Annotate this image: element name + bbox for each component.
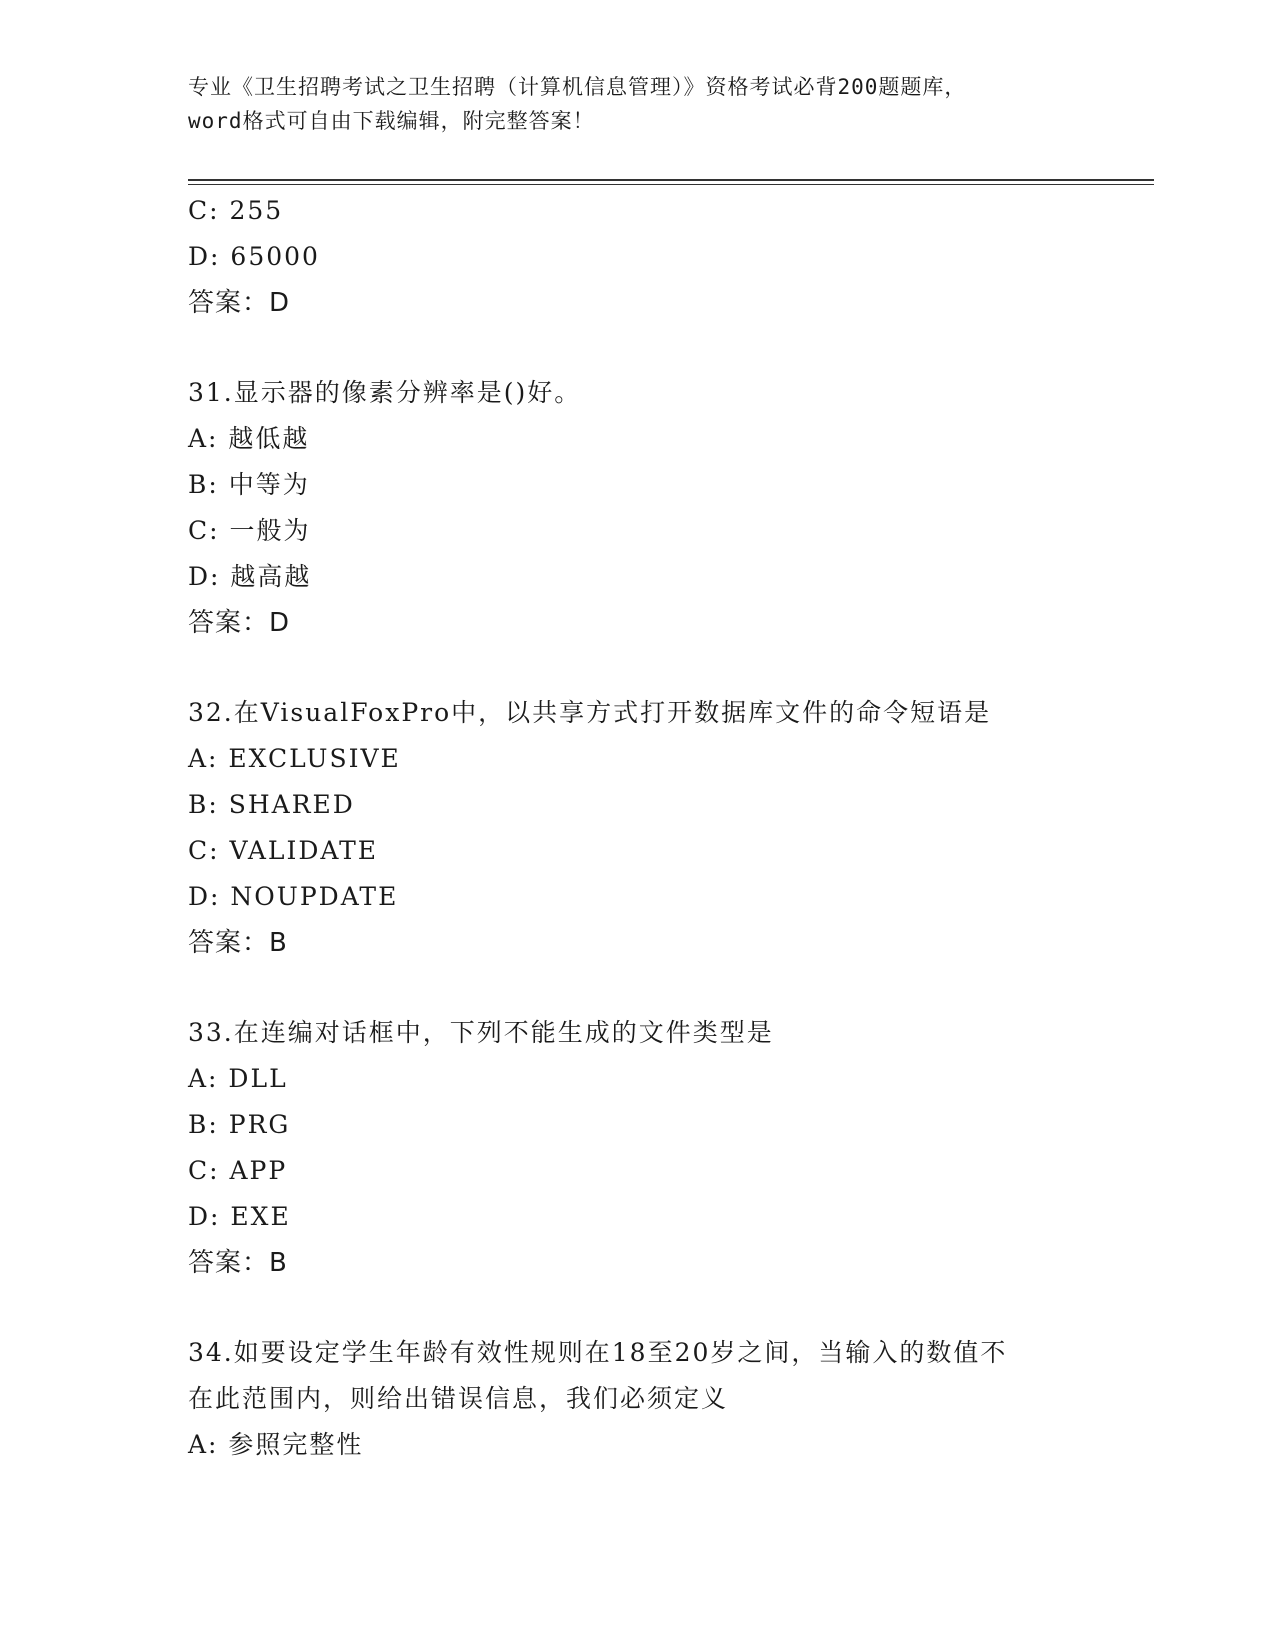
question-32 <box>188 690 1088 966</box>
option-c: C: 255 <box>188 196 284 225</box>
header-title-line-1: 专业《卫生招聘考试之卫生招聘（计算机信息管理）》资格考试必背200题题库， <box>188 75 967 99</box>
option-a: A: EXCLUSIVE <box>188 744 401 773</box>
spacer <box>188 326 1088 370</box>
option-b: B: SHARED <box>188 790 355 819</box>
header-divider-thin <box>188 184 1154 185</box>
answer: 答案：B <box>188 928 288 958</box>
spacer <box>188 966 1088 1010</box>
option-d: D: NOUPDATE <box>188 882 399 911</box>
option-b: B: 中等为 <box>188 470 310 499</box>
option-b: B: PRG <box>188 1110 291 1139</box>
question-stem-line-1: 34.如要设定学生年龄有效性规则在18至20岁之间，当输入的数值不 <box>188 1338 1008 1367</box>
answer: 答案：D <box>188 288 291 318</box>
question-33 <box>188 1010 1088 1286</box>
question-30-tail <box>188 188 1088 326</box>
spacer <box>188 1286 1088 1330</box>
question-list <box>188 188 1088 1468</box>
header-divider-thick <box>188 179 1154 181</box>
answer: 答案：B <box>188 1248 288 1278</box>
question-34 <box>188 1330 1088 1468</box>
question-stem: 32.在VisualFoxPro中，以共享方式打开数据库文件的命令短语是 <box>188 698 992 727</box>
option-d: D: 越高越 <box>188 562 312 591</box>
answer: 答案：D <box>188 608 291 638</box>
question-31 <box>188 370 1088 646</box>
option-d: D: EXE <box>188 1202 291 1231</box>
document-header <box>188 70 1088 138</box>
option-d: D: 65000 <box>188 242 320 271</box>
question-stem: 33.在连编对话框中，下列不能生成的文件类型是 <box>188 1018 774 1047</box>
header-title-line-2: word格式可自由下载编辑，附完整答案！ <box>188 109 595 133</box>
option-a: A: 越低越 <box>188 424 310 453</box>
option-c: C: 一般为 <box>188 516 311 545</box>
option-c: C: APP <box>188 1156 288 1185</box>
option-c: C: VALIDATE <box>188 836 379 865</box>
question-stem: 31.显示器的像素分辨率是()好。 <box>188 378 582 407</box>
option-a: A: DLL <box>188 1064 288 1093</box>
option-a: A: 参照完整性 <box>188 1430 364 1459</box>
spacer <box>188 646 1088 690</box>
question-stem-line-2: 在此范围内，则给出错误信息，我们必须定义 <box>188 1384 729 1413</box>
